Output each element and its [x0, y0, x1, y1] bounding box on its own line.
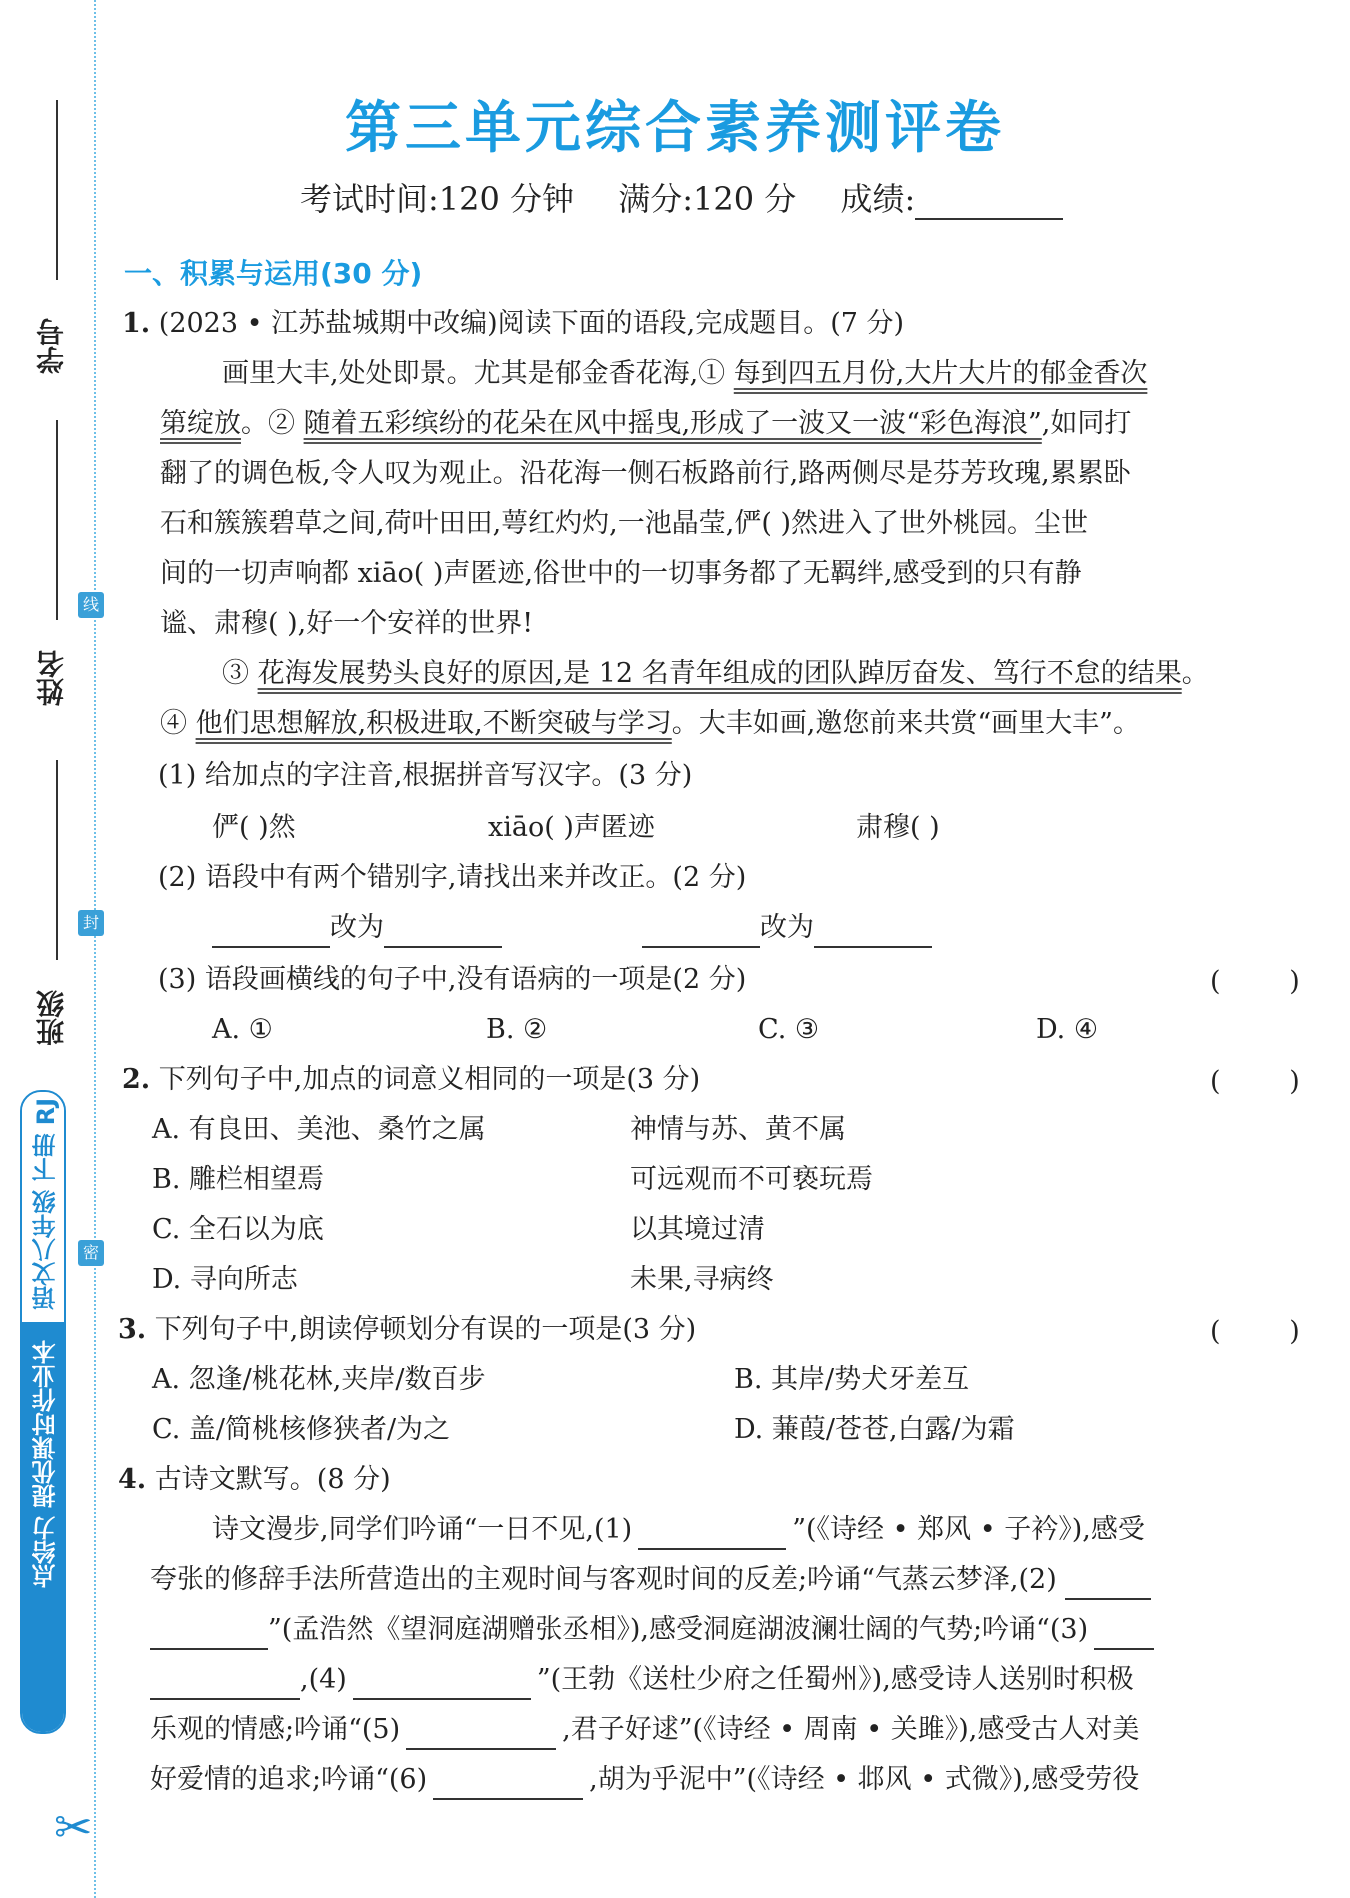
q1-para1-line6: 谧、肃穆( ),好一个安祥的世界! [160, 608, 534, 639]
cut-mark-mi: 密 [78, 1240, 104, 1266]
q3-opt-c[interactable]: C. 盖/简桃核修狭者/为之 [152, 1414, 451, 1445]
q4-line5 [150, 1710, 1139, 1750]
q2-opt-c-left[interactable]: C. 全石以为底 [152, 1214, 324, 1245]
q2-opt-b-right: 可远观而不可亵玩焉 [630, 1164, 873, 1195]
q4-line1 [212, 1510, 1145, 1550]
q4-number: 4. [118, 1464, 147, 1495]
q4-line2 [150, 1560, 1151, 1600]
full-score: 满分:120 分 [618, 180, 797, 218]
correct-char-blank[interactable] [814, 920, 932, 948]
q1-sub1: (1) 给加点的字注音,根据拼音写汉字。(3 分) [158, 760, 693, 791]
q1-sub1-c[interactable]: 肃穆( ) [856, 812, 940, 843]
text: ,(4) [300, 1664, 347, 1695]
q1-para1-line1 [222, 354, 1147, 394]
binding-margin [0, 0, 112, 1898]
class-label: 班级 [35, 990, 68, 1046]
text: ,君子好逑”(《诗经 • 周南 • 关雎》),感受古人对美 [562, 1714, 1140, 1745]
q1-para1-line3: 翻了的调色板,令人叹为观止。沿花海一侧石板路前行,路两侧尽是芬芳玫瑰,累累卧 [160, 458, 1131, 489]
q2-opt-a-left[interactable]: A. 有良田、美池、桑竹之属 [152, 1114, 486, 1145]
recite-blank-1[interactable] [638, 1522, 786, 1550]
recite-blank-6[interactable] [433, 1772, 583, 1800]
text: ”(孟浩然《望洞庭湖赠张丞相》),感受洞庭湖波澜壮阔的气势;吟诵“(3) [268, 1614, 1089, 1645]
q1-para1-line4: 石和簇簇碧草之间,荷叶田田,萼红灼灼,一池晶莹,俨( )然进入了世外桃园。尘世 [160, 508, 1088, 539]
q1-sub2-answer-2 [642, 908, 932, 948]
q4-text: 古诗文默写。(8 分) [154, 1464, 391, 1495]
exam-time: 考试时间:120 分钟 [300, 180, 575, 218]
q1-para2-line2 [160, 704, 1140, 744]
q1-sub2-answer-1 [212, 908, 502, 948]
q2-stem [122, 1060, 700, 1100]
q1-opt-a[interactable]: A. ① [212, 1014, 273, 1045]
score-blank[interactable] [915, 188, 1063, 220]
q3-text: 下列句子中,朗读停顿划分有误的一项是(3 分) [154, 1314, 697, 1345]
q2-opt-d-left[interactable]: D. 寻向所志 [152, 1264, 298, 1295]
q2-opt-c-right: 以其境过清 [630, 1214, 765, 1245]
recite-blank-2-cont[interactable] [150, 1622, 268, 1650]
q1-para2-line1 [222, 654, 1209, 694]
wrong-char-blank[interactable] [642, 920, 760, 948]
q3-opt-d[interactable]: D. 蒹葭/苍苍,白露/为霜 [734, 1414, 1015, 1445]
score-label: 成绩: [840, 180, 916, 218]
class-line [56, 760, 58, 960]
text: ,胡为乎泥中”(《诗经 • 邶风 • 式微》),感受劳役 [589, 1764, 1140, 1795]
recite-blank-5[interactable] [406, 1722, 556, 1750]
underlined-sentence-3: 花海发展势头良好的原因,是 12 名青年组成的团队踔厉奋发、笃行不怠的结果 [257, 658, 1182, 689]
q3-number: 3. [118, 1314, 147, 1345]
q1-sub1-a[interactable]: 俨( )然 [212, 812, 296, 843]
recite-blank-3-cont[interactable] [150, 1672, 300, 1700]
section-heading: 一、积累与运用(30 分) [124, 257, 423, 290]
q2-opt-d-right: 未果,寻病终 [630, 1264, 774, 1295]
text: 好爱情的追求;吟诵“(6) [150, 1764, 428, 1795]
q1-para1-line5: 间的一切声响都 xiāo( )声匿迹,俗世中的一切事务都了无羁绊,感受到的只有静 [160, 558, 1082, 589]
q4-line4 [150, 1660, 1134, 1700]
q1-para1-line2 [160, 404, 1131, 444]
exam-info [300, 174, 1097, 220]
q2-opt-a-right: 神情与苏、黄不属 [630, 1114, 846, 1145]
student-id-label: 学号 [35, 318, 68, 374]
change-to-label: 改为 [330, 912, 384, 943]
recite-blank-4[interactable] [353, 1672, 531, 1700]
name-label: 姓名 [35, 650, 68, 706]
correct-char-blank[interactable] [384, 920, 502, 948]
q1-opt-b[interactable]: B. ② [486, 1014, 548, 1045]
q1-opt-d[interactable]: D. ④ [1036, 1014, 1099, 1045]
series-label: 点给力 提优课时作业本 [32, 1340, 60, 1589]
q1-sub1-b[interactable]: xiāo( )声匿迹 [488, 812, 655, 843]
q4-stem [118, 1460, 391, 1500]
q3-opt-b[interactable]: B. 其岸/势犬牙差互 [734, 1364, 970, 1395]
cut-line [94, 0, 96, 1898]
q1-number: 1. [122, 308, 151, 339]
q1-stem [122, 304, 904, 344]
change-to-label: 改为 [760, 912, 814, 943]
q1-sub3: (3) 语段画横线的句子中,没有语病的一项是(2 分) [158, 964, 747, 995]
underlined-sentence-1-end: 第绽放 [160, 408, 241, 439]
q1-text: (2023 • 江苏盐城期中改编)阅读下面的语段,完成题目。(7 分) [158, 308, 905, 339]
q2-opt-b-left[interactable]: B. 雕栏相望焉 [152, 1164, 325, 1195]
text: ③ [222, 658, 249, 689]
text: ”(《诗经 • 郑风 • 子衿》),感受 [792, 1514, 1145, 1545]
q4-line6 [150, 1760, 1139, 1800]
q1-sub3-answer-paren[interactable]: ( ) [1210, 966, 1300, 997]
underlined-sentence-4: 他们思想解放,积极进取,不断突破与学习 [195, 708, 672, 739]
page-title: 第三单元综合素养测评卷 [345, 96, 1005, 161]
text: 画里大丰,处处即景。尤其是郁金香花海,① [222, 358, 726, 389]
q2-answer-paren[interactable]: ( ) [1210, 1066, 1300, 1097]
text: ④ [160, 708, 187, 739]
wrong-char-blank[interactable] [212, 920, 330, 948]
text: ,如同打 [1041, 408, 1132, 439]
name-line [56, 420, 58, 620]
q3-answer-paren[interactable]: ( ) [1210, 1316, 1300, 1347]
scissors-icon: ✂ [54, 1800, 93, 1854]
q2-text: 下列句子中,加点的词意义相同的一项是(3 分) [158, 1064, 701, 1095]
recite-blank-3[interactable] [1094, 1622, 1154, 1650]
text: ”(王勃《送杜少府之任蜀州》),感受诗人送别时积极 [536, 1664, 1134, 1695]
q1-opt-c[interactable]: C. ③ [758, 1014, 820, 1045]
cut-mark-xian: 线 [78, 592, 104, 618]
text: 夸张的修辞手法所营造出的主观时间与客观时间的反差;吟诵“气蒸云梦泽,(2) [150, 1564, 1057, 1595]
q3-stem [118, 1310, 696, 1350]
text: 。② [241, 408, 295, 439]
q3-opt-a[interactable]: A. 忽逢/桃花林,夹岸/数百步 [152, 1364, 486, 1395]
text: 乐观的情感;吟诵“(5) [150, 1714, 401, 1745]
q4-line3 [150, 1610, 1154, 1650]
text: 。 [1181, 658, 1209, 689]
q2-number: 2. [122, 1064, 151, 1095]
underlined-sentence-2: 随着五彩缤纷的花朵在风中摇曳,形成了一波又一波“彩色海浪” [303, 408, 1042, 439]
text: 诗文漫步,同学们吟诵“一日不见,(1) [212, 1514, 633, 1545]
underlined-sentence-1: 每到四五月份,大片大片的郁金香次 [733, 358, 1148, 389]
recite-blank-2[interactable] [1065, 1572, 1151, 1600]
q1-sub2: (2) 语段中有两个错别字,请找出来并改正。(2 分) [158, 862, 747, 893]
text: 。大丰如画,邀您前来共赏“画里大丰”。 [671, 708, 1140, 739]
grade-label: 语文八年级 下册 RJ [32, 1098, 60, 1311]
cut-mark-feng: 封 [78, 910, 104, 936]
